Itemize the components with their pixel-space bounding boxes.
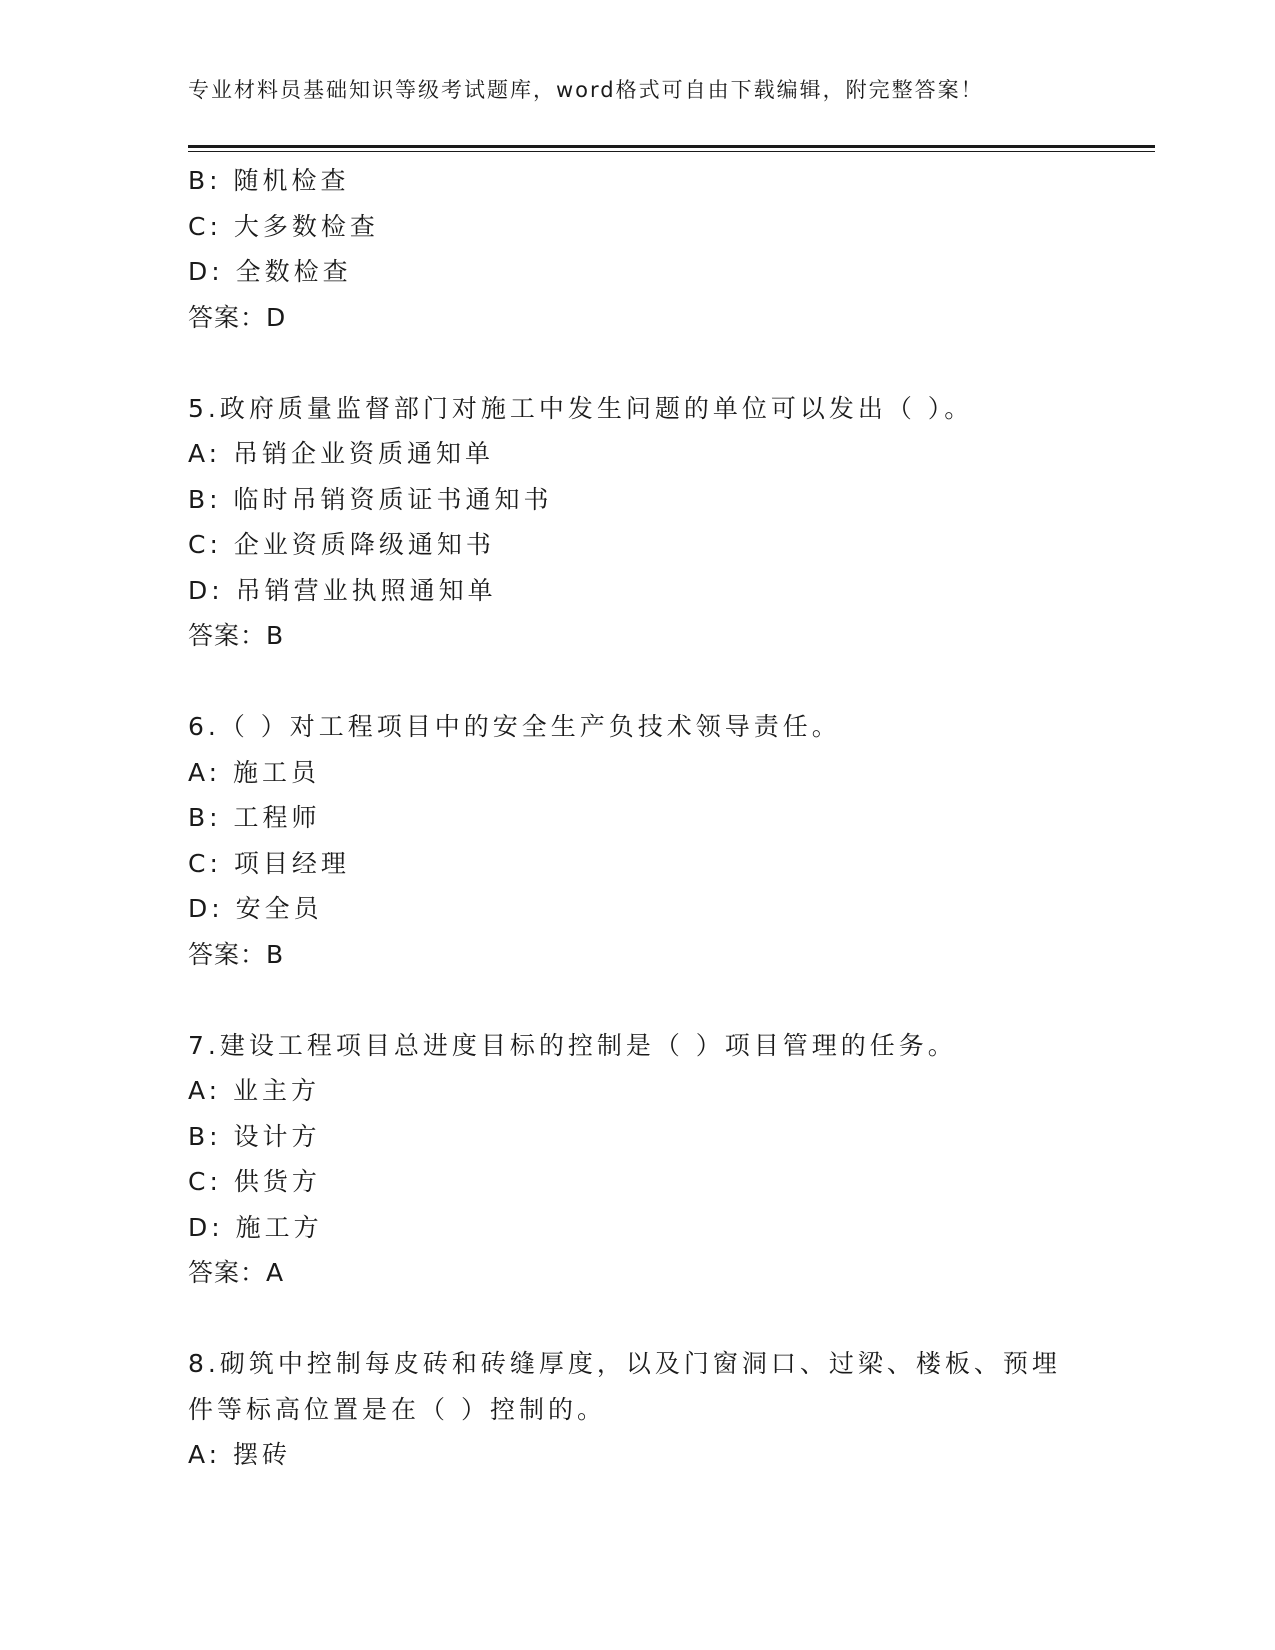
- question-6: [188, 704, 1088, 977]
- header-rule-thin: [188, 151, 1155, 152]
- header-rule-thick: [188, 145, 1155, 148]
- page-header: 专业材料员基础知识等级考试题库，word格式可自由下载编辑，附完整答案！: [188, 78, 984, 102]
- option-d: D: 安全员: [188, 894, 323, 923]
- question-7: [188, 1023, 1088, 1296]
- option-d: D: 吊销营业执照通知单: [188, 575, 497, 605]
- question-title-line-1: 8.砌筑中控制每皮砖和砖缝厚度，以及门窗洞口、过梁、楼板、预埋: [188, 1349, 1061, 1378]
- option-b: B: 工程师: [188, 803, 321, 832]
- question-title-line-2: 件等标高位置是在（ ）控制的。: [188, 1394, 606, 1424]
- option-a: A: 吊销企业资质通知单: [188, 439, 495, 468]
- question-title: 5.政府质量监督部门对施工中发生问题的单位可以发出（ ）。: [188, 393, 974, 423]
- option-c: C: 企业资质降级通知书: [188, 530, 495, 559]
- option-c: C: 大多数检查: [188, 211, 379, 241]
- option-c: C: 供货方: [188, 1167, 321, 1196]
- answer: 答案：B: [188, 939, 285, 969]
- question-title: 7.建设工程项目总进度目标的控制是（ ）项目管理的任务。: [188, 1030, 957, 1060]
- answer: 答案：D: [188, 302, 287, 332]
- option-a: A: 摆砖: [188, 1440, 292, 1469]
- option-b: B: 临时吊销资质证书通知书: [188, 484, 553, 514]
- question-title: 6.（ ）对工程项目中的安全生产负技术领导责任。: [188, 712, 841, 741]
- option-d: D: 全数检查: [188, 257, 352, 286]
- question-5: [188, 386, 1088, 659]
- option-a: A: 业主方: [188, 1076, 321, 1105]
- option-b: B: 随机检查: [188, 166, 350, 195]
- option-b: B: 设计方: [188, 1121, 321, 1151]
- option-d: D: 施工方: [188, 1212, 323, 1242]
- answer: 答案：A: [188, 1258, 285, 1287]
- question-list: [188, 158, 1088, 1478]
- option-a: A: 施工员: [188, 757, 321, 787]
- option-c: C: 项目经理: [188, 848, 350, 878]
- question-8: [188, 1341, 1088, 1478]
- answer: 答案：B: [188, 621, 285, 650]
- question-4-partial: [188, 158, 1088, 340]
